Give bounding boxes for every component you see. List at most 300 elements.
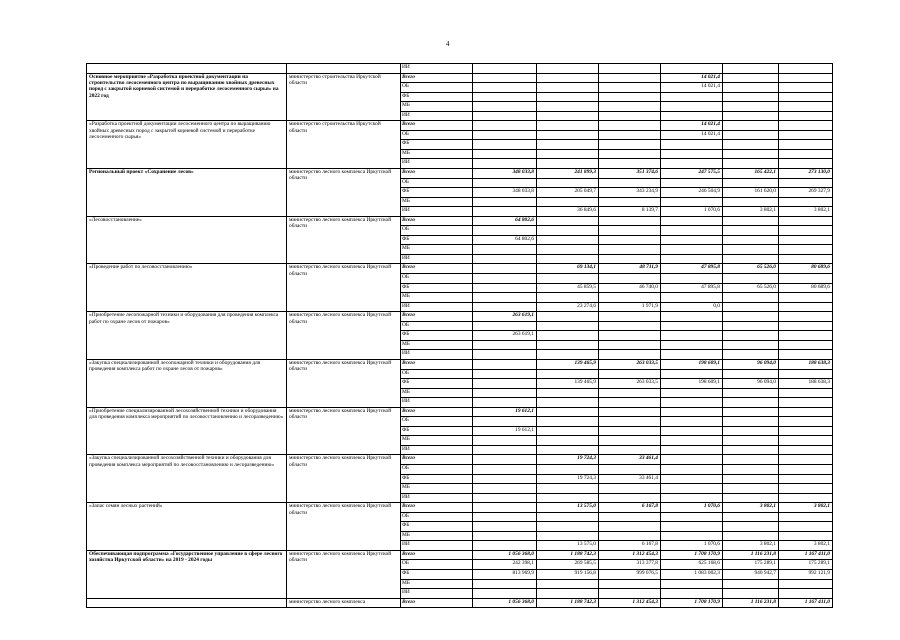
funding-source-cell: ФБ [401,474,473,484]
amount-cell [473,512,537,522]
amount-cell [661,388,723,398]
amount-cell: 14 021,4 [661,130,723,140]
amount-cell [723,274,779,284]
amount-cell: 3 802,1 [779,541,833,551]
amount-cell [779,464,833,474]
amount-cell [779,83,833,93]
amount-cell [779,254,833,264]
amount-cell [723,302,779,312]
amount-cell [723,226,779,236]
amount-cell [599,589,661,599]
amount-cell [599,64,661,74]
funding-source-cell: МБ [401,245,473,255]
amount-cell [723,178,779,188]
amount-cell [661,531,723,541]
amount-cell: 1 083 002,3 [661,569,723,579]
amount-cell [599,531,661,541]
amount-cell [599,464,661,474]
funding-source-cell: ОБ [401,417,473,427]
amount-cell [661,254,723,264]
amount-cell [537,312,599,322]
amount-cell [723,102,779,112]
amount-cell: 313 377,8 [599,560,661,570]
funding-source-cell: ОБ [401,464,473,474]
amount-cell [779,293,833,303]
amount-cell [779,436,833,446]
amount-cell: 19 612,1 [473,407,537,417]
amount-cell [779,92,833,102]
amount-cell [661,92,723,102]
amount-cell [537,493,599,503]
funding-source-cell: МБ [401,531,473,541]
amount-cell [779,226,833,236]
amount-cell [779,302,833,312]
amount-cell: 80 689,6 [779,283,833,293]
amount-cell [661,484,723,494]
table-row [87,503,833,513]
amount-cell [599,149,661,159]
amount-cell [537,331,599,341]
amount-cell [537,140,599,150]
amount-cell: 165 422,1 [723,169,779,179]
amount-cell [779,522,833,532]
table-row [87,121,833,131]
amount-cell: 6 167,8 [599,503,661,513]
amount-cell: 45 859,5 [537,283,599,293]
amount-cell [723,197,779,207]
funding-source-cell: ФБ [401,379,473,389]
funding-source-cell: ФБ [401,426,473,436]
amount-cell [537,245,599,255]
amount-cell [723,398,779,408]
funding-source-cell: ОБ [401,83,473,93]
funding-source-cell: ОБ [401,512,473,522]
amount-cell [599,321,661,331]
amount-cell [537,484,599,494]
funding-source-cell: ИИ [401,589,473,599]
activity-name-cell: «Лесовосстановление» [87,216,287,264]
amount-cell [537,321,599,331]
amount-cell: 348 033,8 [473,169,537,179]
amount-cell [661,245,723,255]
amount-cell [779,312,833,322]
amount-cell [779,216,833,226]
amount-cell [473,503,537,513]
amount-cell [473,436,537,446]
amount-cell [537,83,599,93]
amount-cell [537,436,599,446]
amount-cell: 999 076,5 [599,569,661,579]
amount-cell: 813 969,9 [473,569,537,579]
amount-cell [473,388,537,398]
amount-cell [723,512,779,522]
amount-cell [779,493,833,503]
amount-cell [661,474,723,484]
amount-cell [661,178,723,188]
funding-source-cell: ОБ [401,274,473,284]
amount-cell [723,130,779,140]
funding-source-cell: Всего [401,312,473,322]
amount-cell [599,226,661,236]
amount-cell [779,474,833,484]
funding-source-cell: МБ [401,149,473,159]
amount-cell [599,369,661,379]
amount-cell [723,369,779,379]
amount-cell [661,369,723,379]
amount-cell [723,474,779,484]
amount-cell [779,340,833,350]
table-row [87,216,833,226]
amount-cell: 269 327,9 [779,188,833,198]
amount-cell [723,149,779,159]
executor-cell: министерство лесного комплекса Иркутской области [287,550,401,598]
amount-cell: 1 312 454,3 [599,598,661,608]
funding-source-cell: Всего [401,503,473,513]
amount-cell [723,522,779,532]
amount-cell [537,64,599,74]
amount-cell [599,274,661,284]
amount-cell: 139 465,9 [537,359,599,369]
amount-cell: 188 638,3 [779,379,833,389]
table-row [87,312,833,322]
table-row [87,455,833,465]
amount-cell [599,245,661,255]
amount-cell [723,340,779,350]
amount-cell [779,130,833,140]
amount-cell: 242 398,1 [473,560,537,570]
amount-cell: 3 802,1 [723,541,779,551]
amount-cell [779,178,833,188]
funding-source-cell: ОБ [401,226,473,236]
amount-cell: 175 289,1 [779,560,833,570]
executor-cell: министерство лесного комплекса Иркутской области [287,455,401,503]
amount-cell [537,130,599,140]
funding-source-cell: Всего [401,550,473,560]
amount-cell [723,321,779,331]
amount-cell [661,159,723,169]
amount-cell [473,579,537,589]
funding-source-cell: ФБ [401,92,473,102]
table-row [87,169,833,179]
amount-cell [473,302,537,312]
funding-source-cell: Всего [401,407,473,417]
amount-cell: 3 802,1 [723,503,779,513]
amount-cell [473,130,537,140]
amount-cell: 3 802,1 [723,207,779,217]
amount-cell [599,197,661,207]
amount-cell [473,541,537,551]
amount-cell: 263 033,5 [599,359,661,369]
amount-cell [599,398,661,408]
funding-source-cell: МБ [401,102,473,112]
amount-cell: 246 504,9 [661,188,723,198]
amount-cell [537,350,599,360]
amount-cell [723,417,779,427]
amount-cell [661,274,723,284]
table-row [87,359,833,369]
funding-source-cell: ОБ [401,560,473,570]
amount-cell [473,121,537,131]
amount-cell [661,149,723,159]
amount-cell: 919 156,8 [537,569,599,579]
funding-source-cell: ФБ [401,283,473,293]
executor-cell: министерство строительства Иркутской области [287,73,401,121]
amount-cell [537,197,599,207]
amount-cell: 47 895,8 [661,283,723,293]
amount-cell [473,178,537,188]
amount-cell [779,484,833,494]
activity-name-cell: «Закупка специализированной лесопожарной техники и оборудования для проведения комплекса работ по охране лесов от пожаров» [87,359,287,407]
amount-cell [723,484,779,494]
funding-source-cell: Всего [401,169,473,179]
amount-cell [723,493,779,503]
table-row [87,598,833,608]
amount-cell [599,92,661,102]
amount-cell [723,350,779,360]
amount-cell [723,331,779,341]
amount-cell [779,235,833,245]
funding-source-cell: ИИ [401,64,473,74]
amount-cell: 47 895,8 [661,264,723,274]
amount-cell [599,312,661,322]
executor-cell: министерство лесного комплекса Иркутской области [287,503,401,551]
amount-cell [599,159,661,169]
amount-cell [473,379,537,389]
funding-source-cell: ИИ [401,350,473,360]
amount-cell [599,178,661,188]
amount-cell [661,331,723,341]
funding-source-cell: ФБ [401,331,473,341]
amount-cell [537,92,599,102]
amount-cell [599,388,661,398]
amount-cell [779,426,833,436]
amount-cell [779,512,833,522]
activity-name-cell: «Проведение работ по лесовосстановлению» [87,264,287,312]
amount-cell [473,92,537,102]
amount-cell [599,254,661,264]
table-row [87,64,833,74]
amount-cell [473,264,537,274]
funding-source-cell: Всего [401,121,473,131]
amount-cell [661,321,723,331]
amount-cell: 139 465,9 [537,379,599,389]
amount-cell [599,102,661,112]
amount-cell [537,216,599,226]
amount-cell [473,464,537,474]
amount-cell: 263 033,5 [599,379,661,389]
amount-cell [661,464,723,474]
amount-cell: 14 021,4 [661,73,723,83]
amount-cell [473,83,537,93]
amount-cell [723,455,779,465]
amount-cell: 96 094,0 [723,359,779,369]
amount-cell [537,293,599,303]
amount-cell: 65 526,0 [723,264,779,274]
amount-cell: 13 575,0 [537,503,599,513]
amount-cell: 19 612,1 [473,426,537,436]
amount-cell [537,398,599,408]
amount-cell [473,111,537,121]
amount-cell: 198 609,1 [661,359,723,369]
amount-cell [723,73,779,83]
amount-cell [779,73,833,83]
amount-cell [723,254,779,264]
amount-cell [599,436,661,446]
amount-cell: 198 609,1 [661,379,723,389]
funding-source-cell: ФБ [401,235,473,245]
funding-source-cell: ФБ [401,522,473,532]
activity-name-cell: Обеспечивающая подпрограмма «Государственное управление в сфере лесного хозяйства Иркутской области» на 2019 - 2024 годы [87,550,287,598]
amount-cell [779,455,833,465]
amount-cell [473,522,537,532]
amount-cell: 1 116 231,8 [723,550,779,560]
executor-cell [287,64,401,74]
amount-cell [661,340,723,350]
funding-source-cell: ИИ [401,445,473,455]
amount-cell [473,369,537,379]
amount-cell: 1 056 368,0 [473,598,537,608]
budget-table [86,63,833,608]
amount-cell: 1 070,6 [661,503,723,513]
amount-cell [661,216,723,226]
amount-cell [537,522,599,532]
amount-cell: 48 711,9 [599,264,661,274]
amount-cell [661,579,723,589]
amount-cell: 1 312 454,3 [599,550,661,560]
amount-cell [723,111,779,121]
funding-source-cell: МБ [401,579,473,589]
amount-cell [537,102,599,112]
amount-cell [779,388,833,398]
amount-cell [599,73,661,83]
amount-cell [779,197,833,207]
amount-cell [473,350,537,360]
amount-cell [661,589,723,599]
funding-source-cell: ОБ [401,130,473,140]
amount-cell [473,254,537,264]
executor-cell: министерство лесного комплекса Иркутской области [287,169,401,217]
amount-cell: 80 689,6 [779,264,833,274]
table-row [87,264,833,274]
amount-cell [599,235,661,245]
amount-cell [473,64,537,74]
amount-cell [661,102,723,112]
amount-cell [779,331,833,341]
amount-cell: 175 289,1 [723,560,779,570]
amount-cell [473,102,537,112]
executor-cell: министерство лесного комплекса Иркутской области [287,216,401,264]
amount-cell [599,111,661,121]
funding-source-cell: Всего [401,216,473,226]
amount-cell [599,512,661,522]
amount-cell [473,484,537,494]
amount-cell [537,226,599,236]
amount-cell [723,245,779,255]
amount-cell [537,111,599,121]
amount-cell [473,159,537,169]
amount-cell: 1 116 231,8 [723,598,779,608]
amount-cell [661,64,723,74]
amount-cell: 1 188 742,3 [537,598,599,608]
amount-cell: 940 942,7 [723,569,779,579]
funding-source-cell: МБ [401,436,473,446]
amount-cell [661,197,723,207]
funding-source-cell: МБ [401,340,473,350]
amount-cell [779,321,833,331]
amount-cell: 13 575,0 [537,541,599,551]
amount-cell [537,159,599,169]
amount-cell [473,73,537,83]
amount-cell: 625 168,6 [661,560,723,570]
amount-cell [599,130,661,140]
amount-cell [599,493,661,503]
funding-source-cell: МБ [401,293,473,303]
table-row [87,407,833,417]
funding-source-cell: Всего [401,455,473,465]
amount-cell [723,83,779,93]
amount-cell [661,436,723,446]
amount-cell [661,417,723,427]
amount-cell [599,484,661,494]
amount-cell: 19 724,3 [537,455,599,465]
amount-cell: 161 620,0 [723,188,779,198]
funding-source-cell: ИИ [401,111,473,121]
funding-source-cell: МБ [401,484,473,494]
amount-cell [779,102,833,112]
amount-cell [599,579,661,589]
amount-cell: 1 167 411,0 [779,598,833,608]
amount-cell [661,445,723,455]
amount-cell: 65 526,0 [723,283,779,293]
amount-cell [661,293,723,303]
page-number: 4 [446,40,450,48]
executor-cell: министерство строительства Иркутской области [287,121,401,169]
amount-cell [723,579,779,589]
activity-name-cell: Региональный проект «Сохранение лесов» [87,169,287,217]
amount-cell [779,369,833,379]
table-row [87,550,833,560]
amount-cell [473,245,537,255]
amount-cell [779,531,833,541]
amount-cell: 1 708 170,9 [661,598,723,608]
amount-cell [537,369,599,379]
amount-cell [661,111,723,121]
amount-cell [537,464,599,474]
amount-cell [779,350,833,360]
amount-cell [661,407,723,417]
activity-name-cell [87,64,287,74]
amount-cell [779,245,833,255]
amount-cell: 6 167,8 [599,541,661,551]
activity-name-cell [87,598,287,608]
amount-cell [537,149,599,159]
amount-cell: 273 130,0 [779,169,833,179]
amount-cell [779,589,833,599]
amount-cell [537,426,599,436]
funding-source-cell: ИИ [401,302,473,312]
amount-cell [473,149,537,159]
amount-cell [473,207,537,217]
amount-cell: 247 575,5 [661,169,723,179]
amount-cell [779,140,833,150]
amount-cell: 205 049,7 [537,188,599,198]
amount-cell: 992 121,9 [779,569,833,579]
funding-source-cell: МБ [401,388,473,398]
funding-source-cell: ИИ [401,398,473,408]
activity-name-cell: «Приобретение специализированной лесохозяйственной техники и оборудования для проведения комплекса мероприятий по лесовосстановлению и лесоразведению» [87,407,287,455]
amount-cell [473,445,537,455]
amount-cell [661,226,723,236]
